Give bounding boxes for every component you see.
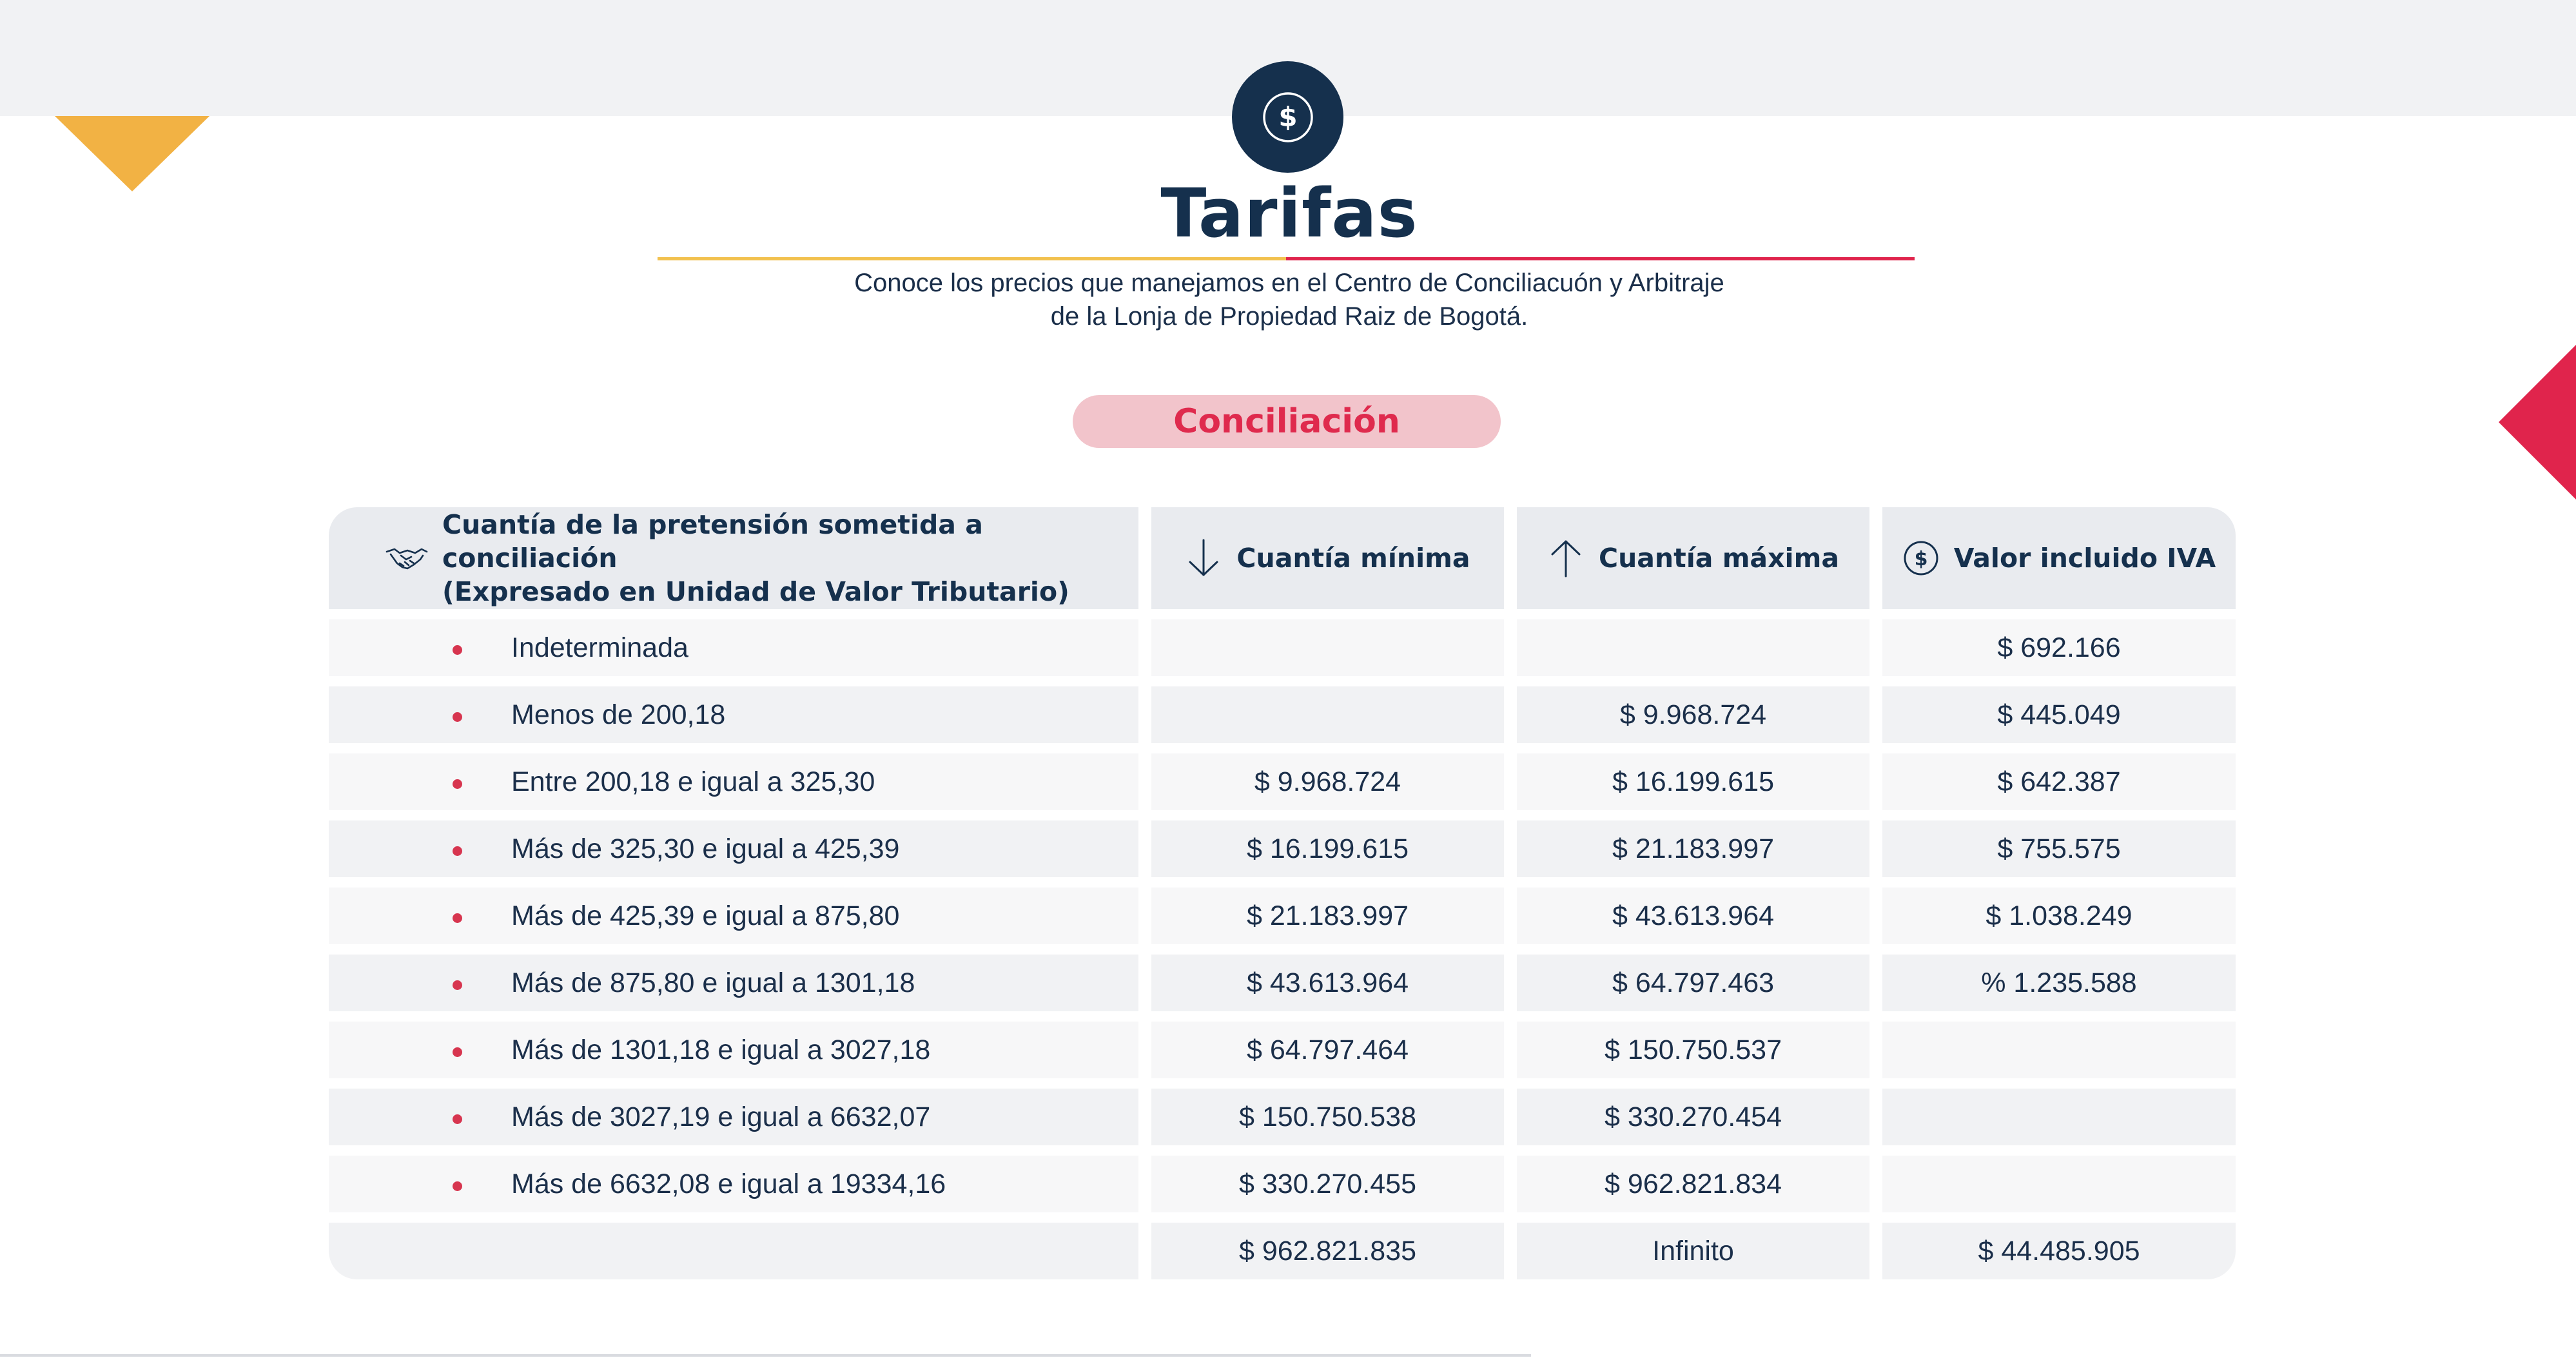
title-underline-red [1286, 257, 1915, 260]
range-cell [329, 686, 1138, 743]
range-label: Más de 6632,08 e igual a 19334,16 [511, 1168, 946, 1199]
arrow-up-icon [1547, 538, 1585, 579]
max-cell [1517, 619, 1869, 676]
arrow-down-icon [1185, 538, 1222, 579]
header-cuantia-maxima-label: Cuantía máxima [1598, 543, 1839, 574]
table-row [329, 686, 2236, 743]
bullet-dot [453, 779, 462, 789]
max-cell: $ 962.821.834 [1517, 1156, 1869, 1212]
range-cell [329, 820, 1138, 877]
table-row [329, 1223, 2236, 1279]
table-row [329, 888, 2236, 944]
header-cell-cuantia-maxima [1517, 507, 1869, 609]
header-cell-cuantia [329, 507, 1138, 609]
subtitle-line-2: de la Lonja de Propiedad Raiz de Bogotá. [1050, 302, 1528, 331]
table-row [329, 955, 2236, 1011]
max-cell: Infinito [1517, 1223, 1869, 1279]
header-cell-valor-iva [1882, 507, 2236, 609]
table-row [329, 1156, 2236, 1212]
range-label: Indeterminada [511, 632, 688, 663]
decorative-yellow-triangle [55, 116, 210, 191]
value-cell: $ 445.049 [1882, 686, 2236, 743]
value-cell: $ 642.387 [1882, 753, 2236, 810]
header-cuantia-minima-label: Cuantía mínima [1236, 543, 1470, 574]
range-cell [329, 619, 1138, 676]
section-pill-conciliacion: Conciliación [1073, 395, 1501, 448]
range-cell [329, 888, 1138, 944]
bullet-dot [453, 846, 462, 856]
range-cell [329, 753, 1138, 810]
header-cuantia-line-1: Cuantía de la pretensión sometida a conciliación [442, 509, 983, 574]
max-cell: $ 21.183.997 [1517, 820, 1869, 877]
header-cuantia-line-2: (Expresado en Unidad de Valor Tributario) [442, 576, 1069, 607]
min-cell: $ 330.270.455 [1151, 1156, 1504, 1212]
min-cell: $ 9.968.724 [1151, 753, 1504, 810]
svg-text:$: $ [1278, 101, 1298, 133]
min-cell: $ 150.750.538 [1151, 1089, 1504, 1145]
range-label: Más de 1301,18 e igual a 3027,18 [511, 1034, 931, 1065]
table-row [329, 619, 2236, 676]
min-cell: $ 43.613.964 [1151, 955, 1504, 1011]
range-label: Más de 325,30 e igual a 425,39 [511, 833, 900, 864]
max-cell: $ 150.750.537 [1517, 1022, 1869, 1078]
table-row [329, 820, 2236, 877]
min-cell: $ 64.797.464 [1151, 1022, 1504, 1078]
value-cell [1882, 1156, 2236, 1212]
header-cuantia-text [442, 508, 1138, 608]
tariff-table [329, 507, 2236, 1290]
table-row [329, 1089, 2236, 1145]
min-cell [1151, 686, 1504, 743]
bullet-dot [453, 1047, 462, 1057]
value-cell [1882, 1089, 2236, 1145]
bullet-dot [453, 1181, 462, 1191]
table-header-row [329, 507, 2236, 609]
value-cell [1882, 1022, 2236, 1078]
bullet-dot [453, 645, 462, 655]
max-cell: $ 330.270.454 [1517, 1089, 1869, 1145]
dollar-circle-icon [1902, 539, 1940, 577]
header-valor-iva-label: Valor incluido IVA [1953, 543, 2216, 574]
min-cell: $ 16.199.615 [1151, 820, 1504, 877]
min-cell [1151, 619, 1504, 676]
range-cell [329, 1089, 1138, 1145]
svg-text:$: $ [1914, 548, 1928, 570]
bullet-dot [453, 980, 462, 990]
bottom-divider [0, 1354, 1531, 1357]
range-label: Más de 3027,19 e igual a 6632,07 [511, 1101, 931, 1132]
range-cell [329, 955, 1138, 1011]
range-label: Entre 200,18 e igual a 325,30 [511, 766, 875, 797]
max-cell: $ 9.968.724 [1517, 686, 1869, 743]
range-label: Menos de 200,18 [511, 699, 726, 730]
page-subtitle [709, 266, 1869, 333]
handshake-icon [385, 545, 428, 571]
subtitle-line-1: Conoce los precios que manejamos en el Centro de Conciliacuón y Arbitraje [854, 269, 1724, 297]
value-cell: $ 755.575 [1882, 820, 2236, 877]
bullet-dot [453, 913, 462, 923]
decorative-red-triangle [2499, 345, 2576, 500]
max-cell: $ 16.199.615 [1517, 753, 1869, 810]
value-cell: $ 44.485.905 [1882, 1223, 2236, 1279]
range-label: Más de 425,39 e igual a 875,80 [511, 900, 900, 931]
dollar-circle-icon [1232, 61, 1343, 173]
page-title: Tarifas [1160, 174, 1418, 253]
range-label: Más de 875,80 e igual a 1301,18 [511, 967, 915, 998]
min-cell: $ 21.183.997 [1151, 888, 1504, 944]
bullet-dot [453, 712, 462, 722]
value-cell: $ 1.038.249 [1882, 888, 2236, 944]
value-cell: $ 692.166 [1882, 619, 2236, 676]
bullet-dot [453, 1114, 462, 1124]
header-cell-cuantia-minima [1151, 507, 1504, 609]
range-cell [329, 1223, 1138, 1279]
range-cell [329, 1022, 1138, 1078]
min-cell: $ 962.821.835 [1151, 1223, 1504, 1279]
max-cell: $ 64.797.463 [1517, 955, 1869, 1011]
title-underline-yellow [658, 257, 1286, 260]
table-row [329, 1022, 2236, 1078]
range-cell [329, 1156, 1138, 1212]
max-cell: $ 43.613.964 [1517, 888, 1869, 944]
table-row [329, 753, 2236, 810]
value-cell: % 1.235.588 [1882, 955, 2236, 1011]
